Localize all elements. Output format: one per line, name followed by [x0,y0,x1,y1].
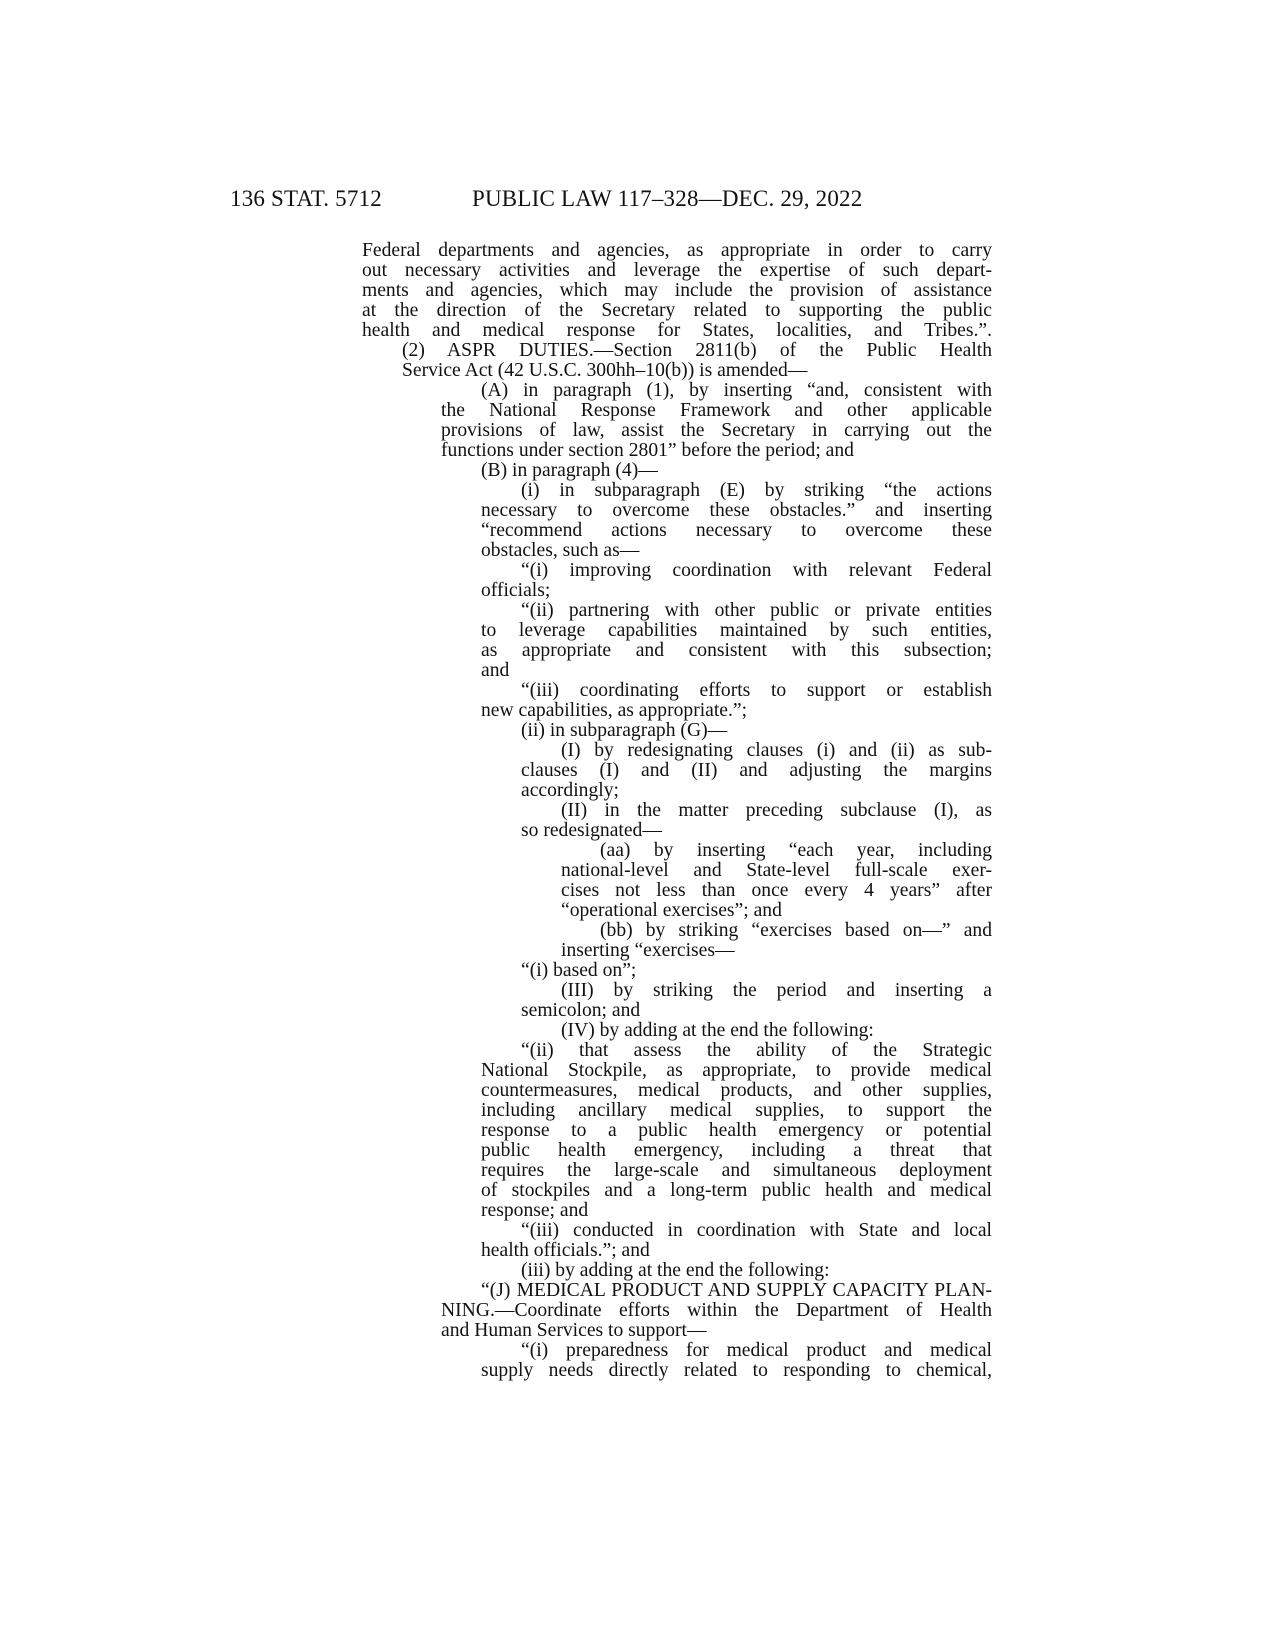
body-line: and [481,660,510,681]
body-line: “(iii) conducted in coordination with State and local [521,1221,992,1241]
body-line: “operational exercises”; and [561,900,782,921]
running-header [0,186,1275,214]
body-line: (i) in subparagraph (E) by striking “the actions [521,481,992,501]
body-line: (ii) in subparagraph (G)— [521,720,728,741]
body-line: supply needs directly related to responding to chemical, [481,1361,992,1381]
body-line: (IV) by adding at the end the following: [561,1020,874,1041]
body-line: out necessary activities and leverage the expertise of such depart- [362,261,992,281]
body-line: Service Act (42 U.S.C. 300hh–10(b)) is amended— [402,360,808,381]
law-title: PUBLIC LAW 117–328—DEC. 29, 2022 [472,186,863,211]
body-line: so redesignated— [521,820,662,841]
body-line: (bb) by striking “exercises based on—” and [600,921,992,941]
body-line: “(iii) coordinating efforts to support or establish [521,681,992,701]
body-line: public health emergency, including a threat that [481,1141,992,1161]
body-line: obstacles, such as— [481,540,640,561]
body-line: semicolon; and [521,1000,641,1021]
body-line: “(i) preparedness for medical product and medical [521,1341,992,1361]
body-line: countermeasures, medical products, and other supplies, [481,1081,992,1101]
body-line: clauses (I) and (II) and adjusting the margins [521,761,992,781]
body-line: necessary to overcome these obstacles.” and inserting [481,501,992,521]
body-line: (I) by redesignating clauses (i) and (ii) as sub- [561,741,992,761]
body-line: response; and [481,1200,589,1221]
body-line: (A) in paragraph (1), by inserting “and, consistent with [481,381,992,401]
body-line: (iii) by adding at the end the following: [521,1260,830,1281]
body-line: “recommend actions necessary to overcome these [481,521,992,541]
body-line: “(i) improving coordination with relevant Federal [521,561,992,581]
body-line: “(ii) that assess the ability of the Strategic [521,1041,992,1061]
body-line: response to a public health emergency or potential [481,1121,992,1141]
body-line: health and medical response for States, localities, and Tribes.”. [362,321,992,341]
body-line: provisions of law, assist the Secretary in carrying out the [441,421,992,441]
body-line: the National Response Framework and other applicable [441,401,992,421]
body-line: National Stockpile, as appropriate, to provide medical [481,1061,992,1081]
body-line: health officials.”; and [481,1240,650,1261]
body-line: and Human Services to support— [441,1320,707,1341]
body-line: (2) ASPR DUTIES.—Section 2811(b) of the Public Health [402,341,992,361]
body-line: as appropriate and consistent with this subsection; [481,641,992,661]
body-line: Federal departments and agencies, as appropriate in order to carry [362,241,992,261]
body-line: “(i) based on”; [521,960,637,981]
body-line: (B) in paragraph (4)— [481,460,658,481]
body-line: requires the large-scale and simultaneous deployment [481,1161,992,1181]
body-line: inserting “exercises— [561,940,735,961]
body-line: (II) in the matter preceding subclause (I), as [561,801,992,821]
body-line: cises not less than once every 4 years” after [561,881,992,901]
body-line: officials; [481,580,551,601]
body-line: (aa) by inserting “each year, including [600,841,992,861]
body-line: accordingly; [521,780,619,801]
body-line: “(ii) partnering with other public or private entities [521,601,992,621]
body-line: new capabilities, as appropriate.”; [481,700,748,721]
body-line: national-level and State-level full-scale exer- [561,861,992,881]
body-line: to leverage capabilities maintained by such entities, [481,621,992,641]
body-line: ments and agencies, which may include the provision of assistance [362,281,992,301]
body-line: “(J) MEDICAL PRODUCT AND SUPPLY CAPACITY PLAN- [481,1281,992,1301]
body-line: including ancillary medical supplies, to support the [481,1101,992,1121]
body-line: functions under section 2801” before the period; and [441,440,854,461]
body-line: NING.—Coordinate efforts within the Department of Health [441,1301,992,1321]
body-line: (III) by striking the period and inserting a [561,981,992,1001]
stat-page-number: 136 STAT. 5712 [230,186,382,211]
body-line: of stockpiles and a long-term public health and medical [481,1181,992,1201]
body-line: at the direction of the Secretary related to supporting the public [362,301,992,321]
